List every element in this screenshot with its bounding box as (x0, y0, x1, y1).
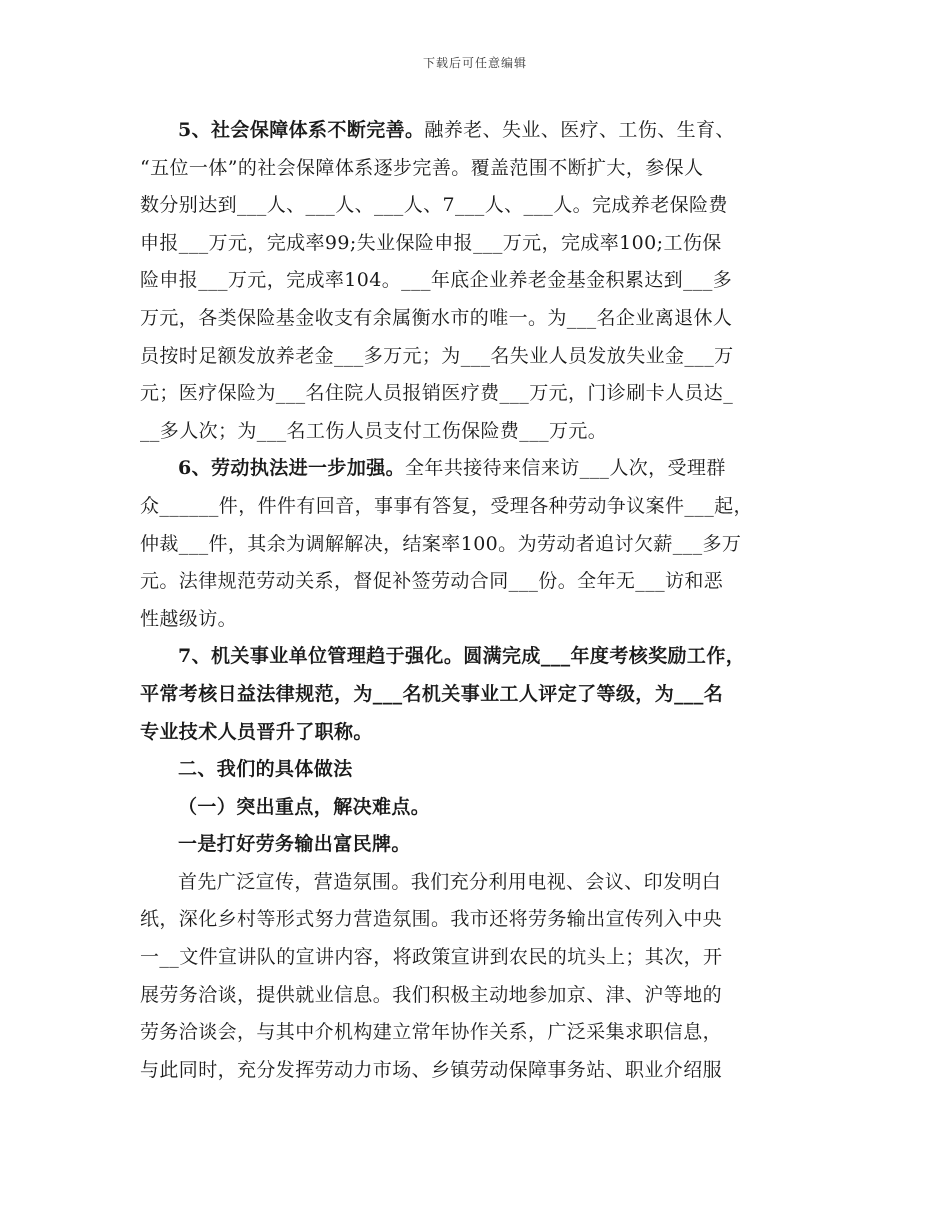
page-header: 下载后可任意编辑 (422, 56, 527, 70)
text-line: 展劳务洽谈，提供就业信息。我们积极主动地参加京、津、沪等地的 (140, 983, 723, 1006)
text-line: 一是打好劳务输出富民牌。 (178, 833, 411, 856)
text-line: 员按时足额发放养老金___多万元；为___名失业人员发放失业金___万 (140, 344, 734, 367)
text-line: 申报___万元，完成率99;失业保险申报___万元，完成率100;工伤保 (140, 231, 722, 254)
paragraph-labor-enforcement (140, 450, 812, 638)
text-line: 性越级访。 (140, 607, 238, 630)
text-line: 纸，深化乡村等形式努力营造氛围。我市还将劳务输出宣传列入中央 (140, 908, 723, 931)
text-line: 众______件，件件有回音，事事有答复，受理各种劳动争议案件___起， (140, 494, 753, 517)
text-line: 与此同时，充分发挥劳动力市场、乡镇劳动保障事务站、职业介绍服 (140, 1058, 723, 1081)
text-line: 劳务洽谈会，与其中介机构建立常年协作关系，广泛采集求职信息， (140, 1021, 723, 1044)
text-line: “五位一体”的社会保障体系逐步完善。覆盖范围不断扩大，参保人 (140, 156, 704, 179)
document-body (140, 112, 812, 1089)
text-line: 平常考核日益法律规范，为___名机关事业工人评定了等级，为___名 (140, 682, 724, 705)
text-line: 7、机关事业单位管理趋于强化。圆满完成___年度考核奖励工作， (178, 645, 746, 668)
paragraph-labor-export (140, 864, 812, 1090)
text-line: 仲裁___件，其余为调解解决，结案率100。为劳动者追讨欠薪___多万 (140, 532, 742, 555)
text-line: （一）突出重点，解决难点。 (178, 795, 431, 818)
text-line: 万元，各类保险基金收支有余属衡水市的唯一。为___名企业离退休人 (140, 306, 733, 329)
subsection-heading (140, 789, 812, 827)
text-line: __多人次；为___名工伤人员支付工伤保险费___万元。 (140, 419, 608, 442)
text-line: 首先广泛宣传，营造氛围。我们充分利用电视、会议、印发明白 (178, 870, 722, 893)
section-heading (140, 751, 812, 789)
text-line: 元。法律规范劳动关系，督促补签劳动合同___份。全年无___访和恶 (140, 570, 724, 593)
text-line: 全年共接待来信来访___人次，受理群 (405, 457, 726, 480)
text-line: 融养老、失业、医疗、工伤、生育、 (424, 119, 735, 141)
paragraph-heading: 6、劳动执法进一步加强。 (178, 457, 406, 480)
text-line: 险申报___万元，完成率104。___年底企业养老金基金积累达到___多 (140, 269, 733, 292)
paragraph-institution-management (140, 638, 812, 751)
paragraph-social-security (140, 112, 812, 450)
text-line: 元；医疗保险为___名住院人员报销医疗费___万元，门诊刷卡人员达_ (140, 382, 734, 405)
text-line: 二、我们的具体做法 (178, 758, 353, 781)
text-line: 一__文件宣讲队的宣讲内容，将政策宣讲到农民的坑头上；其次，开 (140, 946, 723, 969)
paragraph-heading: 5、社会保障体系不断完善。 (178, 119, 425, 141)
text-line: 专业技术人员晋升了职称。 (140, 720, 373, 743)
text-line: 数分别达到___人、___人、___人、7___人、___人。完成养老保险费 (140, 194, 728, 217)
point-heading (140, 826, 812, 864)
